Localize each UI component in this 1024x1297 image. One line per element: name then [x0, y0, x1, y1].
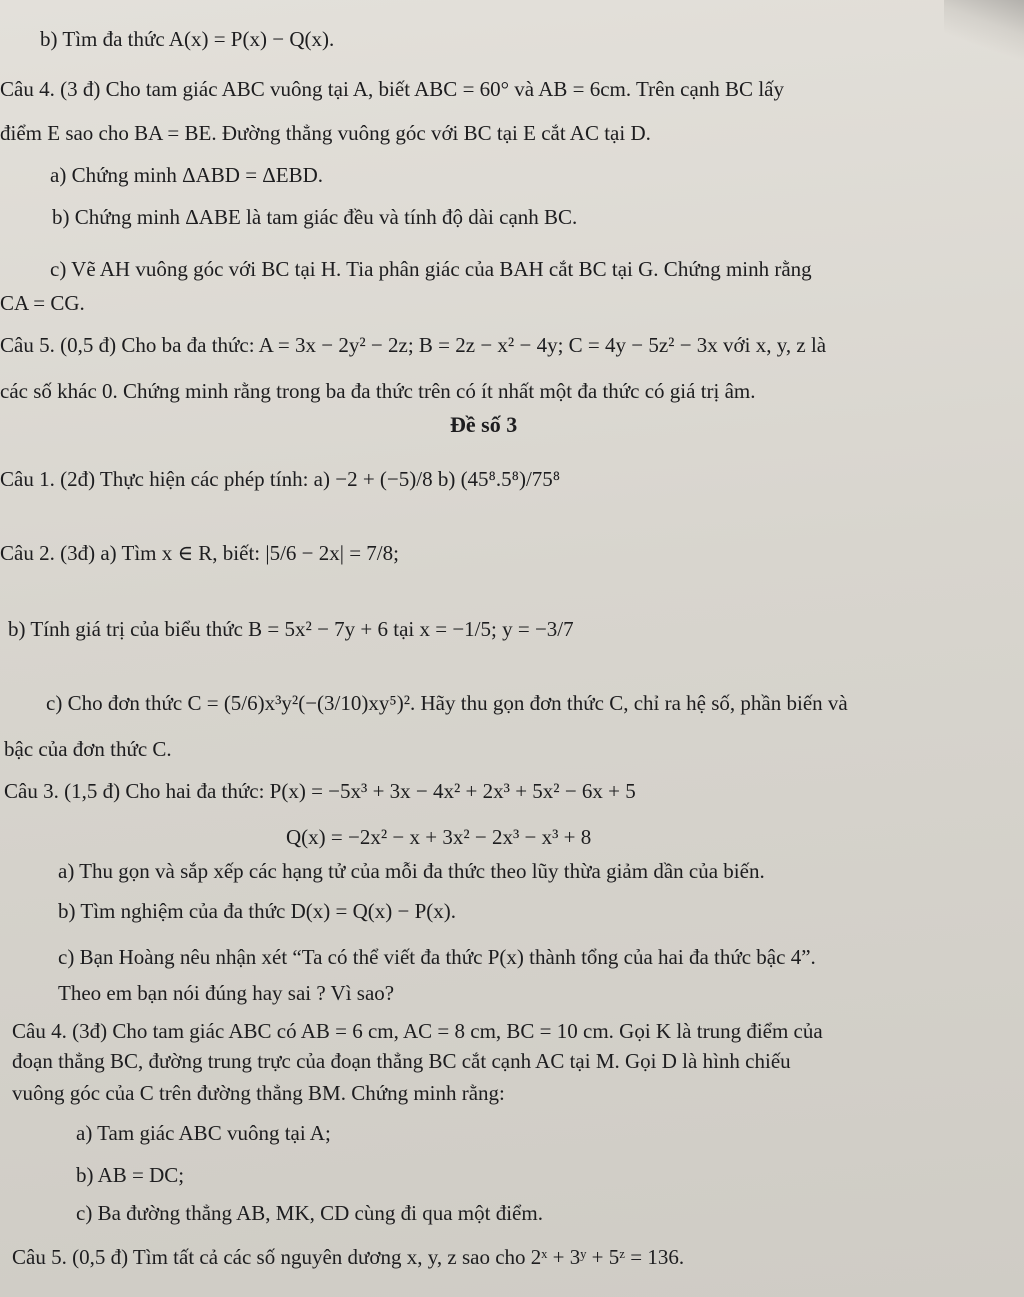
paper-fold-shadow	[944, 0, 1024, 60]
text-line-21: Theo em bạn nói đúng hay sai ? Vì sao?	[58, 981, 395, 1005]
text-line-1: b) Tìm đa thức A(x) = P(x) − Q(x).	[40, 27, 335, 51]
text-line-3: điểm E sao cho BA = BE. Đường thẳng vuông góc với BC tại E cắt AC tại D.	[0, 121, 651, 145]
text-line-18: a) Thu gọn và sắp xếp các hạng tử của mỗi đa thức theo lũy thừa giảm dần của biến.	[58, 859, 765, 883]
text-line-7: CA = CG.	[0, 291, 85, 315]
section-title: Đề số 3	[450, 412, 518, 437]
text-line-23: đoạn thẳng BC, đường trung trực của đoạn thẳng BC cắt cạnh AC tại M. Gọi D là hình chiếu	[12, 1049, 791, 1073]
text-line-9: các số khác 0. Chứng minh rằng trong ba đa thức trên có ít nhất một đa thức có giá trị âm.	[0, 379, 756, 403]
text-line-15: bậc của đơn thức C.	[4, 737, 172, 761]
text-line-28: Câu 5. (0,5 đ) Tìm tất cả các số nguyên dương x, y, z sao cho 2ˣ + 3ʸ + 5ᶻ = 136.	[12, 1245, 685, 1269]
text-line-14: c) Cho đơn thức C = (5/6)x³y²(−(3/10)xy⁵)². Hãy thu gọn đơn thức C, chỉ ra hệ số, phần biến và	[46, 691, 848, 715]
text-line-8: Câu 5. (0,5 đ) Cho ba đa thức: A = 3x − 2y² − 2z; B = 2z − x² − 4y; C = 4y − 5z² − 3x với x, y, z là	[0, 333, 827, 357]
text-line-16: Câu 3. (1,5 đ) Cho hai đa thức: P(x) = −5x³ + 3x − 4x² + 2x³ + 5x² − 6x + 5	[4, 779, 636, 803]
text-line-19: b) Tìm nghiệm của đa thức D(x) = Q(x) − P(x).	[58, 899, 457, 923]
text-line-25: a) Tam giác ABC vuông tại A;	[76, 1121, 331, 1145]
text-line-27: c) Ba đường thẳng AB, MK, CD cùng đi qua một điểm.	[76, 1201, 543, 1225]
text-line-2: Câu 4. (3 đ) Cho tam giác ABC vuông tại A, biết ABC = 60° và AB = 6cm. Trên cạnh BC lấy	[0, 77, 784, 101]
text-line-20: c) Bạn Hoàng nêu nhận xét “Ta có thể viết đa thức P(x) thành tổng của hai đa thức bậc 4”.	[58, 945, 816, 969]
text-line-13: b) Tính giá trị của biểu thức B = 5x² − 7y + 6 tại x = −1/5; y = −3/7	[8, 617, 574, 641]
text-line-4: a) Chứng minh ΔABD = ΔEBD.	[50, 163, 324, 187]
text-line-6: c) Vẽ AH vuông góc với BC tại H. Tia phân giác của BAH cắt BC tại G. Chứng minh rằng	[50, 257, 812, 281]
text-line-22: Câu 4. (3đ) Cho tam giác ABC có AB = 6 cm, AC = 8 cm, BC = 10 cm. Gọi K là trung điểm của	[12, 1019, 823, 1043]
text-line-12: Câu 2. (3đ) a) Tìm x ∈ R, biết: |5/6 − 2x| = 7/8;	[0, 541, 399, 565]
text-line-5: b) Chứng minh ΔABE là tam giác đều và tính độ dài cạnh BC.	[52, 205, 578, 229]
text-line-24: vuông góc của C trên đường thẳng BM. Chứng minh rằng:	[12, 1081, 505, 1105]
text-line-26: b) AB = DC;	[76, 1163, 185, 1187]
text-line-17: Q(x) = −2x² − x + 3x² − 2x³ − x³ + 8	[286, 825, 592, 849]
text-line-11: Câu 1. (2đ) Thực hiện các phép tính: a) −2 + (−5)/8 b) (45⁸.5⁸)/75⁸	[0, 467, 561, 491]
